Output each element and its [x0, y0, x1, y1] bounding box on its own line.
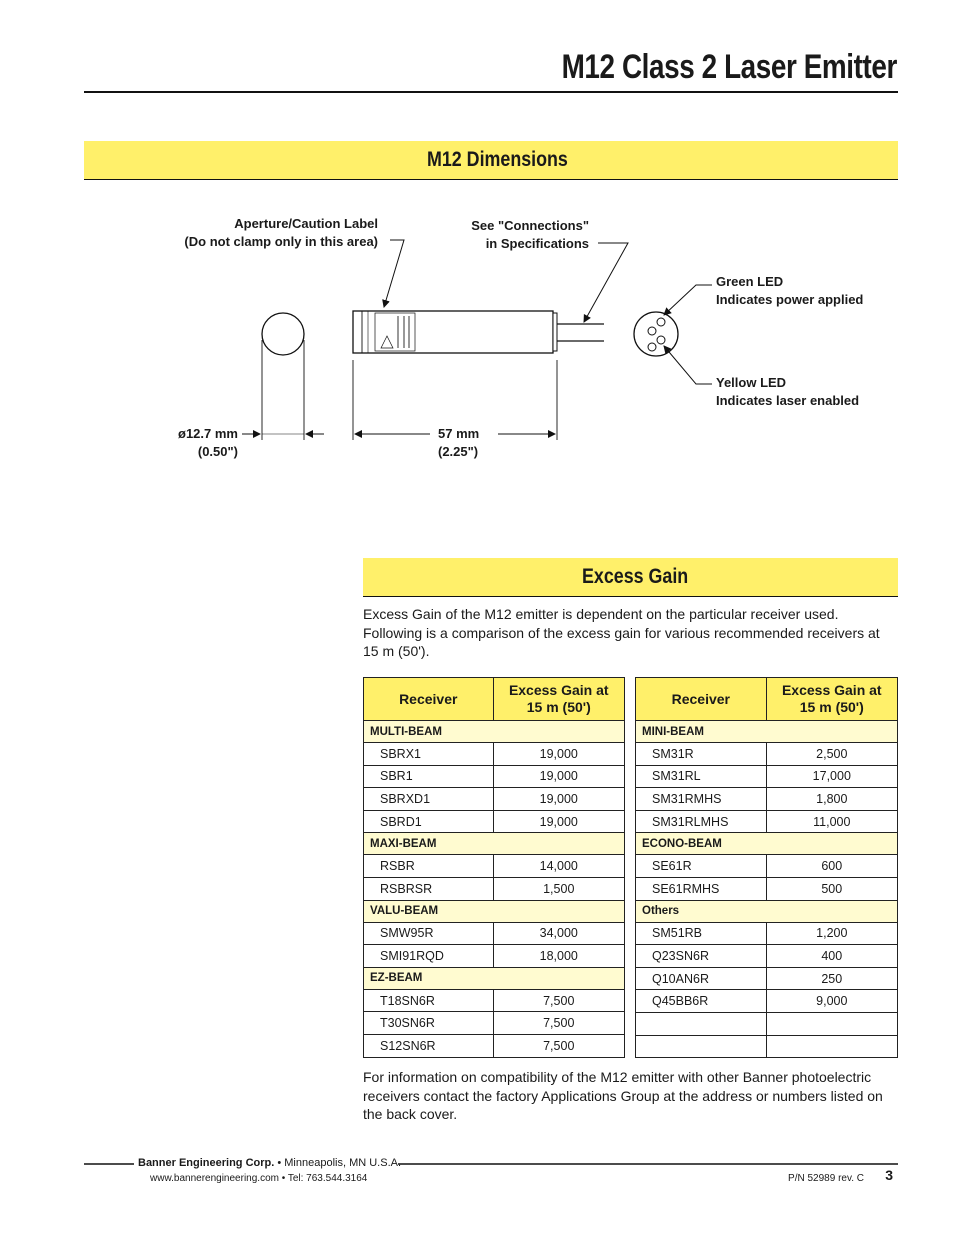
gain-cell	[766, 1012, 897, 1035]
table-row	[636, 743, 898, 766]
table-row	[636, 765, 898, 788]
gain-cell: 34,000	[493, 922, 624, 945]
group-label: Others	[636, 900, 898, 922]
gain-cell: 19,000	[493, 743, 624, 766]
table-row	[364, 922, 625, 945]
group-row	[364, 721, 625, 743]
footer-contact: www.bannerengineering.com • Tel: 763.544.3164	[150, 1173, 368, 1184]
receiver-cell: SE61R	[636, 855, 767, 878]
table-row	[636, 990, 898, 1013]
aperture-callout	[184, 215, 378, 251]
receiver-cell: SBRXD1	[364, 788, 494, 811]
receiver-cell: SM31RLMHS	[636, 810, 767, 833]
gain-cell: 7,500	[493, 1012, 624, 1035]
excess-gain-table-left	[363, 677, 625, 1058]
diameter-dimension-line1: ø12.7 mm	[178, 426, 238, 441]
connections-callout-line1: See "Connections"	[471, 218, 589, 233]
aperture-callout-line1: Aperture/Caution Label	[234, 216, 378, 231]
table-row	[636, 788, 898, 811]
table-row	[364, 1034, 625, 1057]
receiver-cell: SMW95R	[364, 922, 494, 945]
gain-cell: 1,200	[766, 922, 897, 945]
footer-company: Banner Engineering Corp.	[138, 1157, 275, 1169]
receiver-cell: Q23SN6R	[636, 945, 767, 968]
excess-gain-table-right	[635, 677, 898, 1058]
dimensions-heading-band	[84, 141, 898, 180]
receiver-cell: RSBR	[364, 855, 494, 878]
excess-gain-heading-band	[363, 558, 898, 597]
gain-cell: 600	[766, 855, 897, 878]
diameter-dimension-line2: (0.50")	[197, 444, 238, 459]
connections-callout-line2: in Specifications	[485, 236, 589, 251]
gain-cell: 400	[766, 945, 897, 968]
receiver-cell: Q45BB6R	[636, 990, 767, 1013]
connector-end-view	[634, 312, 678, 356]
receiver-cell: SBRX1	[364, 743, 494, 766]
receiver-cell: RSBRSR	[364, 877, 494, 900]
green-led-callout-line1: Green LED	[716, 274, 784, 289]
table-row	[636, 877, 898, 900]
length-dimension-line1: 57 mm	[438, 426, 480, 441]
page-number: 3	[885, 1167, 893, 1183]
group-row	[636, 900, 898, 922]
gain-cell	[766, 1035, 897, 1058]
connections-callout	[471, 217, 589, 253]
gain-cell: 250	[766, 967, 897, 990]
receiver-cell: T30SN6R	[364, 1012, 494, 1035]
group-label: MULTI-BEAM	[364, 721, 625, 743]
footer-company-line	[138, 1157, 401, 1169]
table-row	[636, 855, 898, 878]
receiver-cell: SM51RB	[636, 922, 767, 945]
table-row	[364, 989, 625, 1012]
receiver-header: Receiver	[364, 678, 494, 721]
gain-cell: 11,000	[766, 810, 897, 833]
group-row	[364, 833, 625, 855]
footer-part-number: P/N 52989 rev. C	[788, 1173, 864, 1184]
yellow-led-callout-line2: Indicates laser enabled	[716, 393, 860, 408]
table-row	[364, 743, 625, 766]
receiver-cell: SM31R	[636, 743, 767, 766]
table-row	[636, 945, 898, 968]
receiver-header: Receiver	[636, 678, 767, 721]
page-title: M12 Class 2 Laser Emitter	[561, 48, 897, 86]
yellow-led-callout	[716, 374, 859, 410]
table-row	[636, 967, 898, 990]
gain-cell: 1,800	[766, 788, 897, 811]
sensor-body	[353, 311, 604, 353]
receiver-cell: SE61RMHS	[636, 877, 767, 900]
green-led-callout	[716, 273, 863, 309]
group-label: MAXI-BEAM	[364, 833, 625, 855]
table-row	[636, 810, 898, 833]
yellow-led-callout-line1: Yellow LED	[716, 375, 787, 390]
table-row	[364, 810, 625, 833]
gain-cell: 19,000	[493, 810, 624, 833]
receiver-cell: T18SN6R	[364, 989, 494, 1012]
length-dimension	[438, 425, 479, 461]
excess-gain-heading: Excess Gain	[582, 565, 689, 588]
group-row	[364, 967, 625, 989]
excess-gain-outro: For information on compatibility of the M12 emitter with other Banner photoelectric receivers contact the factory Applications Group at the address or numbers listed on the back cover.	[363, 1069, 883, 1122]
title-rule	[84, 91, 898, 93]
group-label: ECONO-BEAM	[636, 833, 898, 855]
table-header-row	[636, 678, 898, 721]
table-row	[364, 1012, 625, 1035]
excess-gain-intro: Excess Gain of the M12 emitter is dependent on the particular receiver used. Following is a comparison of the excess gain for various recommended receivers at 15 m (50').	[363, 606, 880, 659]
gain-cell: 14,000	[493, 855, 624, 878]
gain-cell: 9,000	[766, 990, 897, 1013]
green-led-callout-line2: Indicates power applied	[716, 292, 864, 307]
diameter-dimension	[178, 425, 238, 461]
gain-cell: 7,500	[493, 1034, 624, 1057]
table-row	[636, 1012, 898, 1035]
gain-cell: 7,500	[493, 989, 624, 1012]
length-dimension-line2: (2.25")	[438, 444, 479, 459]
group-row	[636, 721, 898, 743]
receiver-cell: S12SN6R	[364, 1034, 494, 1057]
gain-cell: 19,000	[493, 788, 624, 811]
group-row	[364, 900, 625, 922]
gain-cell: 2,500	[766, 743, 897, 766]
table-row	[636, 922, 898, 945]
aperture-callout-line2: (Do not clamp only in this area)	[184, 234, 378, 249]
receiver-cell: SM31RMHS	[636, 788, 767, 811]
table-row	[364, 765, 625, 788]
table-row	[364, 945, 625, 968]
receiver-cell: SM31RL	[636, 765, 767, 788]
table-row	[364, 855, 625, 878]
gain-cell: 19,000	[493, 765, 624, 788]
footer-location: • Minneapolis, MN U.S.A.	[274, 1157, 402, 1169]
receiver-cell: SBRD1	[364, 810, 494, 833]
table-row	[364, 877, 625, 900]
gain-cell: 1,500	[493, 877, 624, 900]
receiver-cell	[636, 1035, 767, 1058]
gain-cell: 18,000	[493, 945, 624, 968]
dimensions-heading: M12 Dimensions	[427, 148, 568, 171]
receiver-cell: SMI91RQD	[364, 945, 494, 968]
gain-cell: 500	[766, 877, 897, 900]
table-row	[636, 1035, 898, 1058]
receiver-cell: SBR1	[364, 765, 494, 788]
gain-cell: 17,000	[766, 765, 897, 788]
group-row	[636, 833, 898, 855]
group-label: VALU-BEAM	[364, 900, 625, 922]
end-view-circle	[262, 313, 304, 355]
table-row	[364, 788, 625, 811]
group-label: EZ-BEAM	[364, 967, 625, 989]
excess-gain-header: Excess Gain at 15 m (50')	[493, 678, 624, 721]
table-header-row	[364, 678, 625, 721]
excess-gain-header: Excess Gain at 15 m (50')	[766, 678, 897, 721]
receiver-cell: Q10AN6R	[636, 967, 767, 990]
receiver-cell	[636, 1012, 767, 1035]
group-label: MINI-BEAM	[636, 721, 898, 743]
